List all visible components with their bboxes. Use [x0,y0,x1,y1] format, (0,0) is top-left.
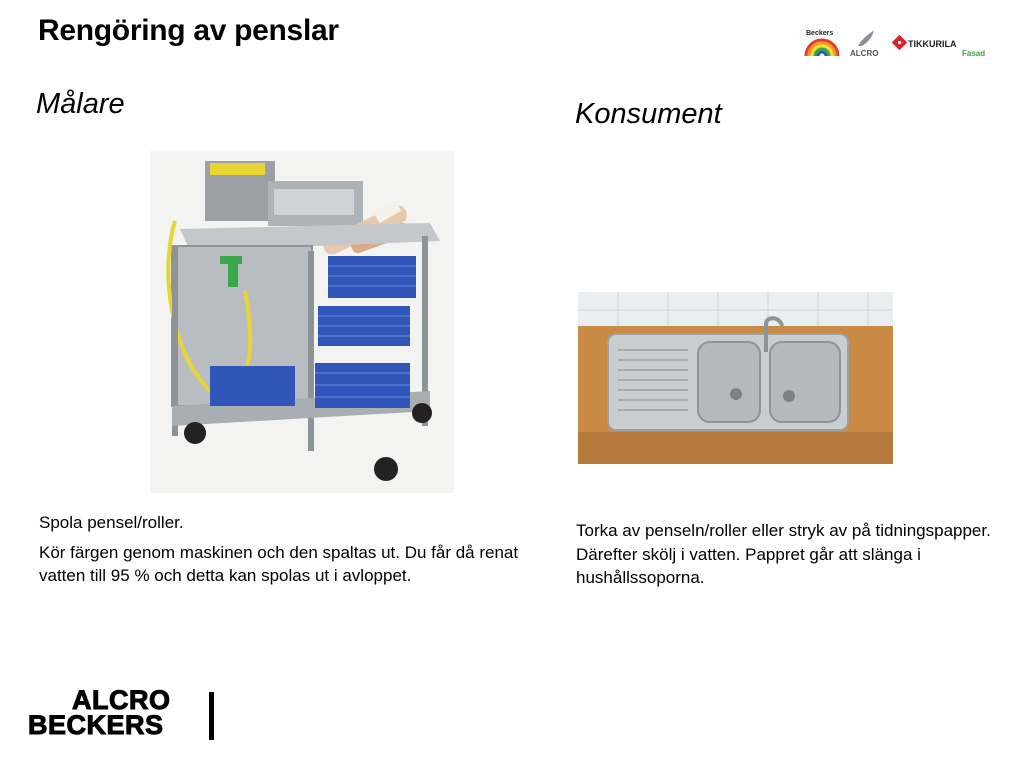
alcro-beckers-logo [28,685,171,740]
tikkurila-logo-text: TIKKURILA [908,39,957,49]
rainbow-icon [806,40,838,56]
beckers-logo-text: Beckers [806,30,834,37]
alcro-bird-icon [858,30,874,46]
logo-bar [209,692,214,740]
painter-instructions [39,511,539,594]
brand-logos [802,26,992,62]
heading-painter: Målare [36,88,125,120]
logo-line-alcro: ALCRO [72,685,171,715]
painter-line-1: Spola pensel/roller. [39,513,184,532]
alcro-logo-text: ALCRO [850,49,879,58]
consumer-paragraph: Torka av penseln/roller eller stryk av på tidningspapper. Därefter skölj i vatten. Pappret går att slänga i hushållssoporna. [576,521,991,587]
brush-cleaning-machine-image [150,151,454,493]
logo-line-beckers: BECKERS [28,710,164,740]
kitchen-sink-image [578,292,893,464]
heading-consumer: Konsument [575,98,722,130]
fasad-logo-text: Fasad [962,49,986,58]
consumer-instructions [576,519,1006,596]
slide-title: Rengöring av penslar [38,14,339,47]
painter-paragraph: Kör färgen genom maskinen och den spaltas ut. Du får då renat vatten till 95 % och detta kan spolas ut i avloppet. [39,542,519,585]
tikkurila-diamond-icon [892,35,908,51]
